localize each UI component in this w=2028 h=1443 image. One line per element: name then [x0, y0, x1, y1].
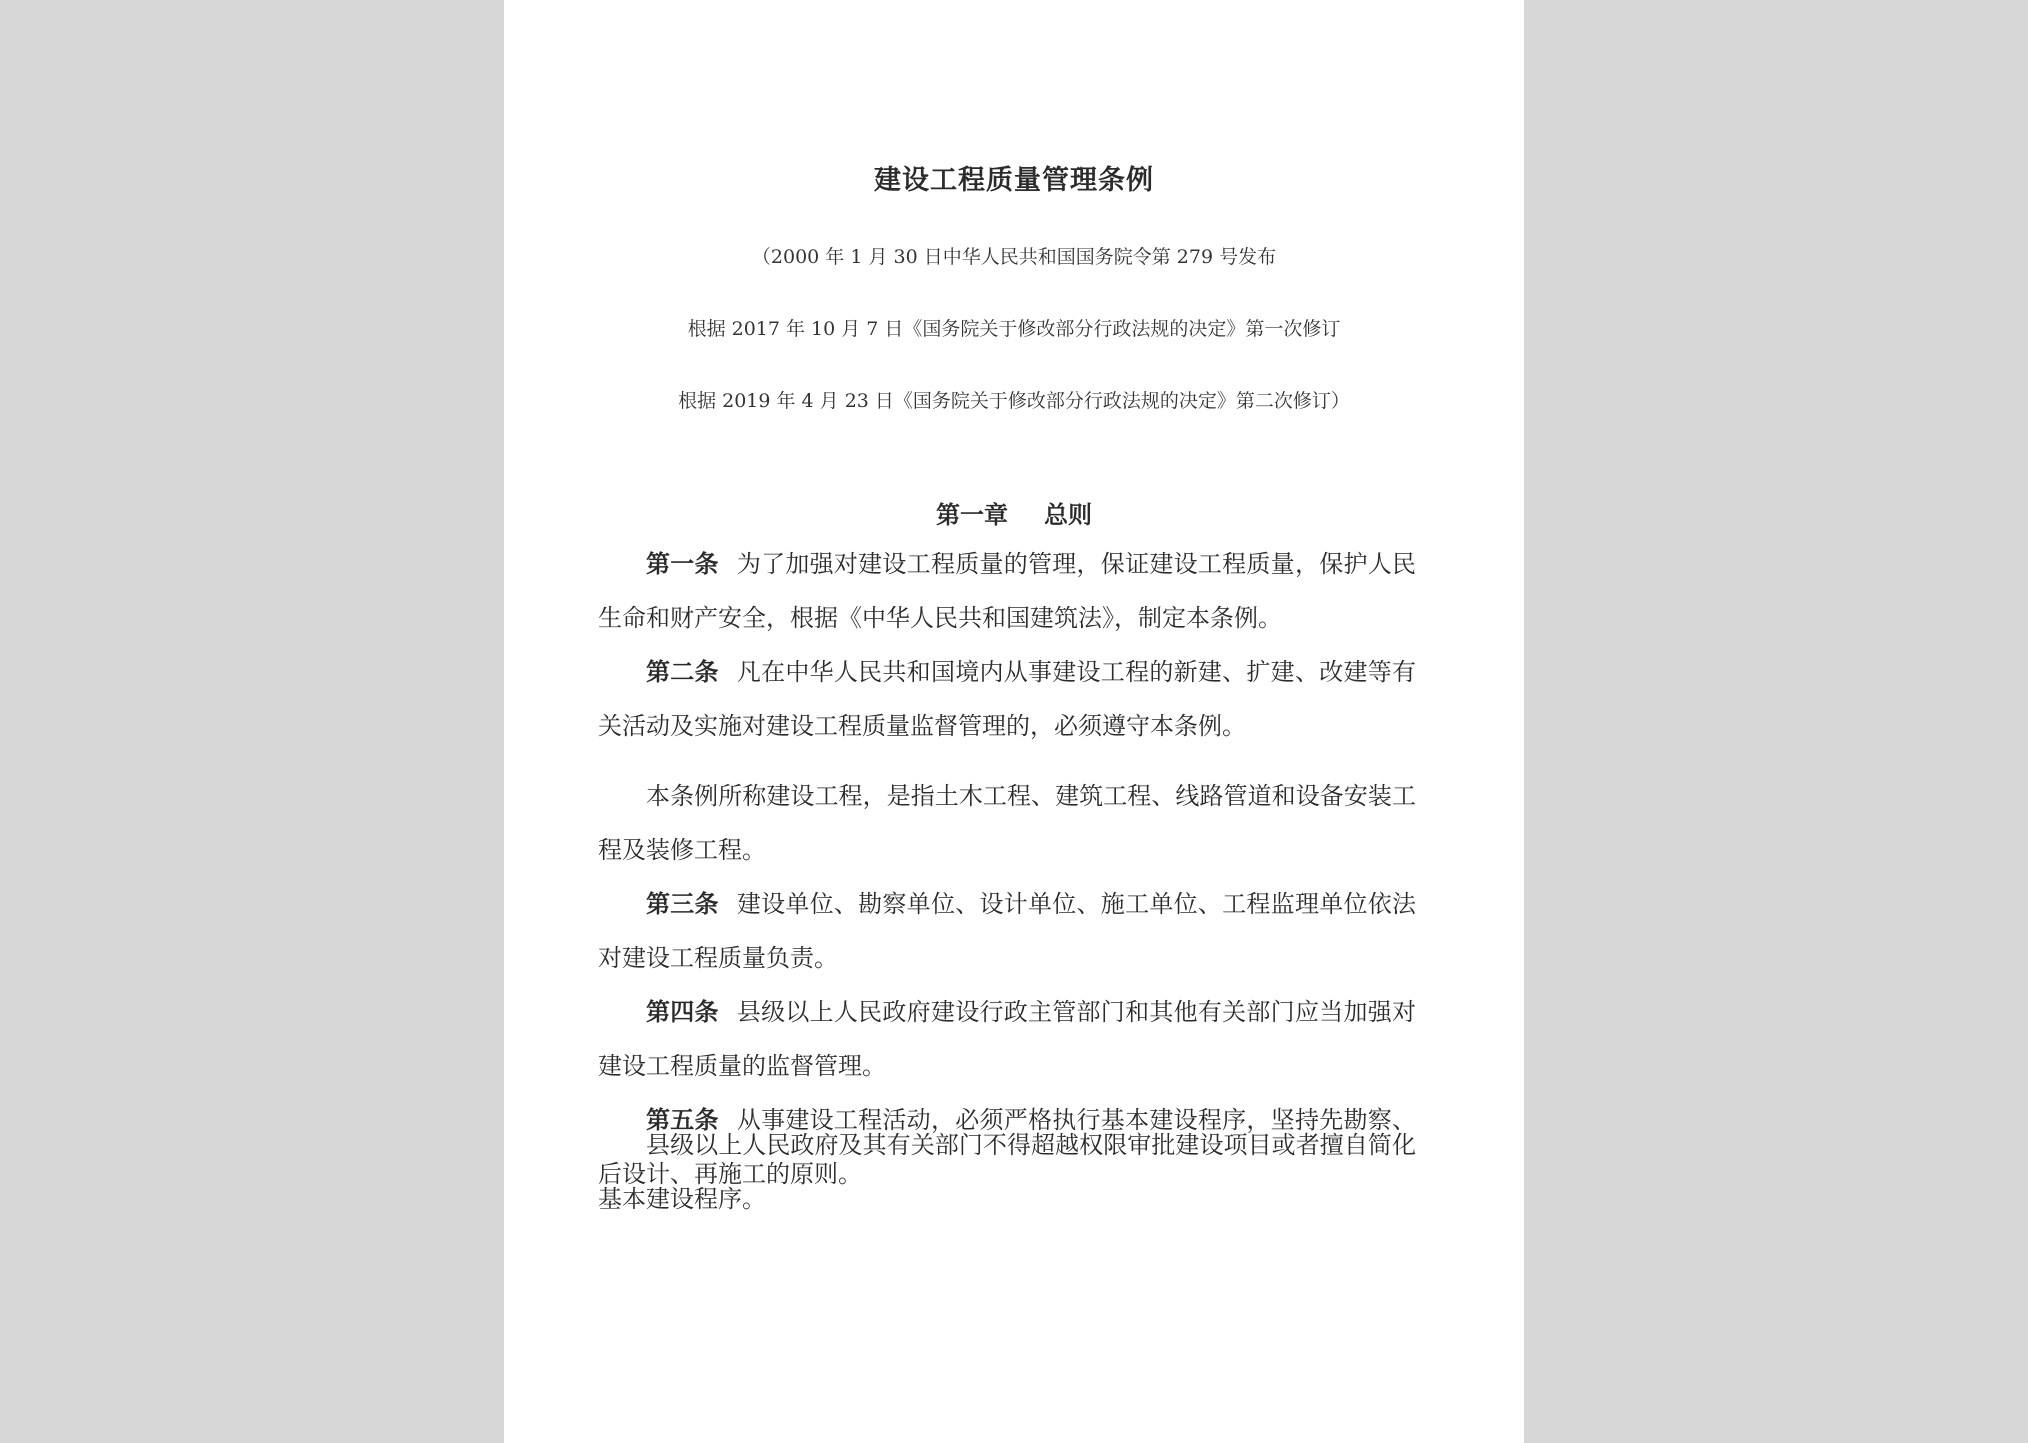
first-revision-note: 根据 2017 年 10 月 7 日《国务院关于修改部分行政法规的决定》第一次修订 — [687, 318, 1341, 340]
article-text: 从事建设工程活动，必须严格执行基本建设程序，坚持先勘察、后设计、再施工的原则。 — [598, 1106, 1417, 1188]
chapter-name: 总则 — [1044, 500, 1092, 529]
article-text: 凡在中华人民共和国境内从事建设工程的新建、扩建、改建等有关活动及实施对建设工程质量监督管理的，必须遵守本条例。 — [598, 658, 1417, 740]
article-label: 第三条 — [646, 889, 719, 918]
article-3 — [598, 877, 1416, 985]
article-label: 第二条 — [646, 657, 719, 686]
document-page — [504, 0, 1524, 1443]
article-5-paragraph-2: 县级以上人民政府及其有关部门不得超越权限审批建设项目或者擅自简化基本建设程序。 — [598, 1131, 1416, 1213]
article-text: 为了加强对建设工程质量的管理，保证建设工程质量，保护人民生命和财产安全，根据《中华人民共和国建筑法》，制定本条例。 — [598, 550, 1417, 632]
articles-block-1 — [598, 537, 1416, 753]
article-label: 第一条 — [646, 549, 719, 578]
article-1 — [598, 537, 1416, 645]
chapter-heading — [504, 495, 1524, 530]
articles-block-3 — [598, 1118, 1416, 1226]
article-2 — [598, 645, 1416, 753]
article-2-paragraph-2: 本条例所称建设工程，是指土木工程、建筑工程、线路管道和设备安装工程及装修工程。 — [598, 782, 1416, 864]
article-text: 县级以上人民政府建设行政主管部门和其他有关部门应当加强对建设工程质量的监督管理。 — [598, 998, 1417, 1080]
article-text: 建设单位、勘察单位、设计单位、施工单位、工程监理单位依法对建设工程质量负责。 — [598, 890, 1417, 972]
promulgation-note: （2000 年 1 月 30 日中华人民共和国国务院令第 279 号发布 — [751, 246, 1277, 268]
article-4 — [598, 985, 1416, 1093]
article-label: 第五条 — [646, 1105, 719, 1134]
article-label: 第四条 — [646, 997, 719, 1026]
document-title: 建设工程质量管理条例 — [874, 165, 1154, 196]
chapter-number: 第一章 — [936, 500, 1008, 529]
second-revision-note: 根据 2019 年 4 月 23 日《国务院关于修改部分行政法规的决定》第二次修订） — [678, 390, 1350, 412]
